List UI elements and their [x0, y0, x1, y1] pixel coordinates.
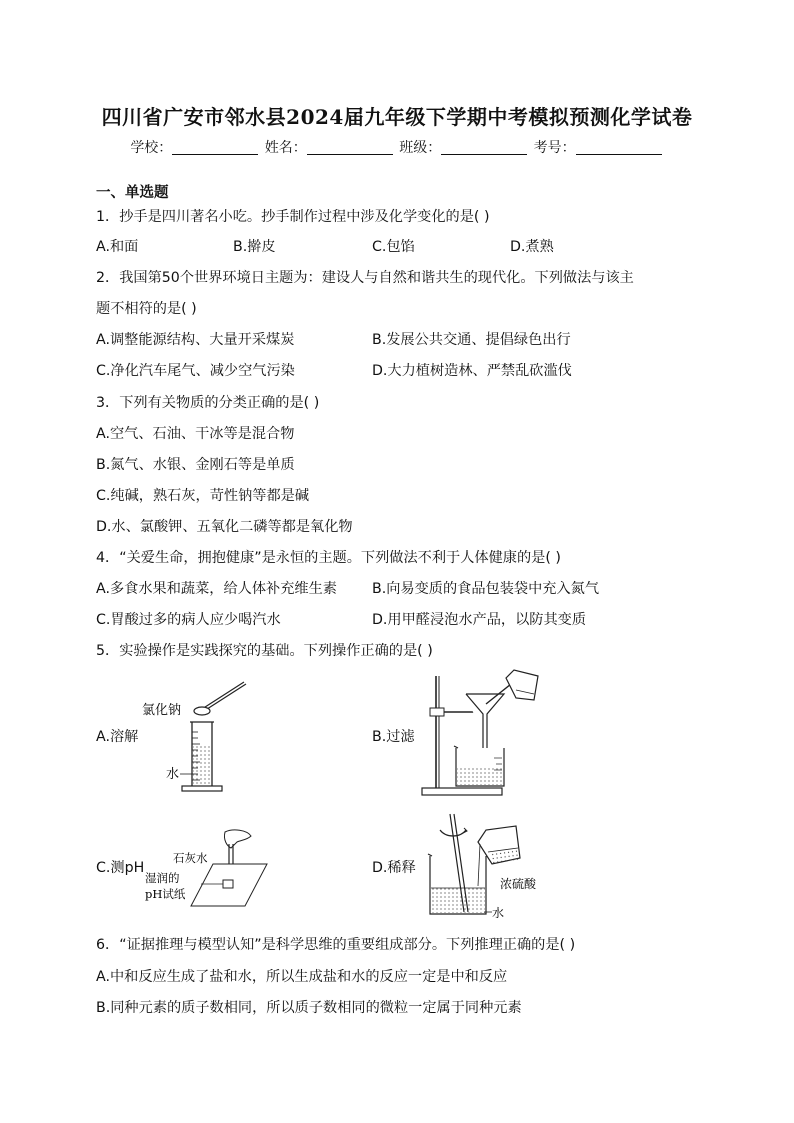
q5-option-b[interactable]: B.过滤	[372, 729, 415, 745]
school-blank[interactable]	[172, 140, 258, 155]
figure-a-dissolving	[140, 674, 260, 799]
q3-stem: 3．下列有关物质的分类正确的是( )	[96, 395, 320, 411]
figure-d-dilution	[420, 808, 560, 923]
q6-option-a[interactable]: A.中和反应生成了盐和水，所以生成盐和水的反应一定是中和反应	[96, 969, 508, 985]
q2-option-c[interactable]: C.净化汽车尾气、减少空气污染	[96, 363, 295, 379]
q1-stem: 1．抄手是四川著名小吃。抄手制作过程中涉及化学变化的是( )	[96, 209, 490, 225]
q4-option-b[interactable]: B.向易变质的食品包装袋中充入氮气	[372, 581, 600, 597]
q1-option-c[interactable]: C.包馅	[372, 239, 415, 255]
label-conc-acid: 浓硫酸	[500, 877, 537, 891]
section-heading: 一、单选题	[96, 185, 169, 201]
q3-option-d[interactable]: D.水、氯酸钾、五氧化二磷等都是氧化物	[96, 519, 353, 535]
q3-option-a[interactable]: A.空气、石油、干冰等是混合物	[96, 426, 295, 442]
q4-option-d[interactable]: D.用甲醛浸泡水产品，以防其变质	[372, 612, 587, 628]
name-blank[interactable]	[307, 140, 393, 155]
q3-option-c[interactable]: C.纯碱，熟石灰，苛性钠等都是碱	[96, 488, 310, 504]
label-ph-paper: pH试纸	[145, 887, 186, 901]
label-wet: 湿润的	[145, 871, 180, 885]
q3-option-b[interactable]: B.氮气、水银、金刚石等是单质	[96, 457, 295, 473]
funnel	[466, 694, 504, 748]
figure-b-filtration	[420, 668, 550, 800]
exam-title: 四川省广安市邻水县2024届九年级下学期中考模拟预测化学试卷	[101, 105, 693, 129]
pouring-beaker	[506, 670, 538, 700]
iron-stand-base	[422, 788, 502, 795]
label-limewater: 石灰水	[173, 851, 208, 865]
label-salt: 氯化钠	[142, 703, 182, 718]
q2-option-d[interactable]: D.大力植树造林、严禁乱砍滥伐	[372, 363, 572, 379]
q4-option-c[interactable]: C.胃酸过多的病人应少喝汽水	[96, 612, 281, 628]
student-info-line	[0, 137, 794, 157]
q2-stem-line1: 2．我国第50个世界环境日主题为：建设人与自然和谐共生的现代化。下列做法与该主	[96, 270, 634, 286]
q5-stem: 5．实验操作是实践探究的基础。下列操作正确的是( )	[96, 643, 433, 659]
q2-option-a[interactable]: A.调整能源结构、大量开采煤炭	[96, 332, 295, 348]
spoon-handle	[202, 682, 244, 709]
q2-stem-line2: 题不相符的是( )	[96, 301, 197, 317]
q1-option-a[interactable]: A.和面	[96, 239, 139, 255]
class-blank[interactable]	[441, 140, 527, 155]
q5-option-a[interactable]: A.溶解	[96, 729, 139, 745]
cylinder-base	[182, 786, 222, 791]
q5-option-d[interactable]: D.稀释	[372, 860, 416, 876]
school-label: 学校：	[130, 140, 173, 156]
figure-c-ph-test	[143, 826, 273, 914]
q1-option-d[interactable]: D.煮熟	[510, 239, 554, 255]
exam-number-label: 考号：	[533, 140, 576, 156]
class-label: 班级：	[399, 140, 442, 156]
q1-option-b[interactable]: B.擀皮	[233, 239, 276, 255]
q4-option-a[interactable]: A.多食水果和蔬菜，给人体补充维生素	[96, 581, 337, 597]
spoon-bowl	[194, 707, 210, 715]
ph-paper	[223, 880, 233, 888]
label-water-d: 水	[492, 906, 505, 920]
q5-option-c[interactable]: C.测pH	[96, 860, 145, 876]
q4-stem: 4．“关爱生命，拥抱健康”是永恒的主题。下列做法不利于人体健康的是( )	[96, 550, 561, 566]
q2-option-b[interactable]: B.发展公共交通、提倡绿色出行	[372, 332, 571, 348]
exam-number-blank[interactable]	[576, 140, 662, 155]
q6-option-b[interactable]: B.同种元素的质子数相同，所以质子数相同的微粒一定属于同种元素	[96, 1000, 522, 1016]
name-label: 姓名：	[264, 140, 307, 156]
label-water-a: 水	[166, 767, 180, 782]
q6-stem: 6．“证据推理与模型认知”是科学思维的重要组成部分。下列推理正确的是( )	[96, 937, 576, 953]
